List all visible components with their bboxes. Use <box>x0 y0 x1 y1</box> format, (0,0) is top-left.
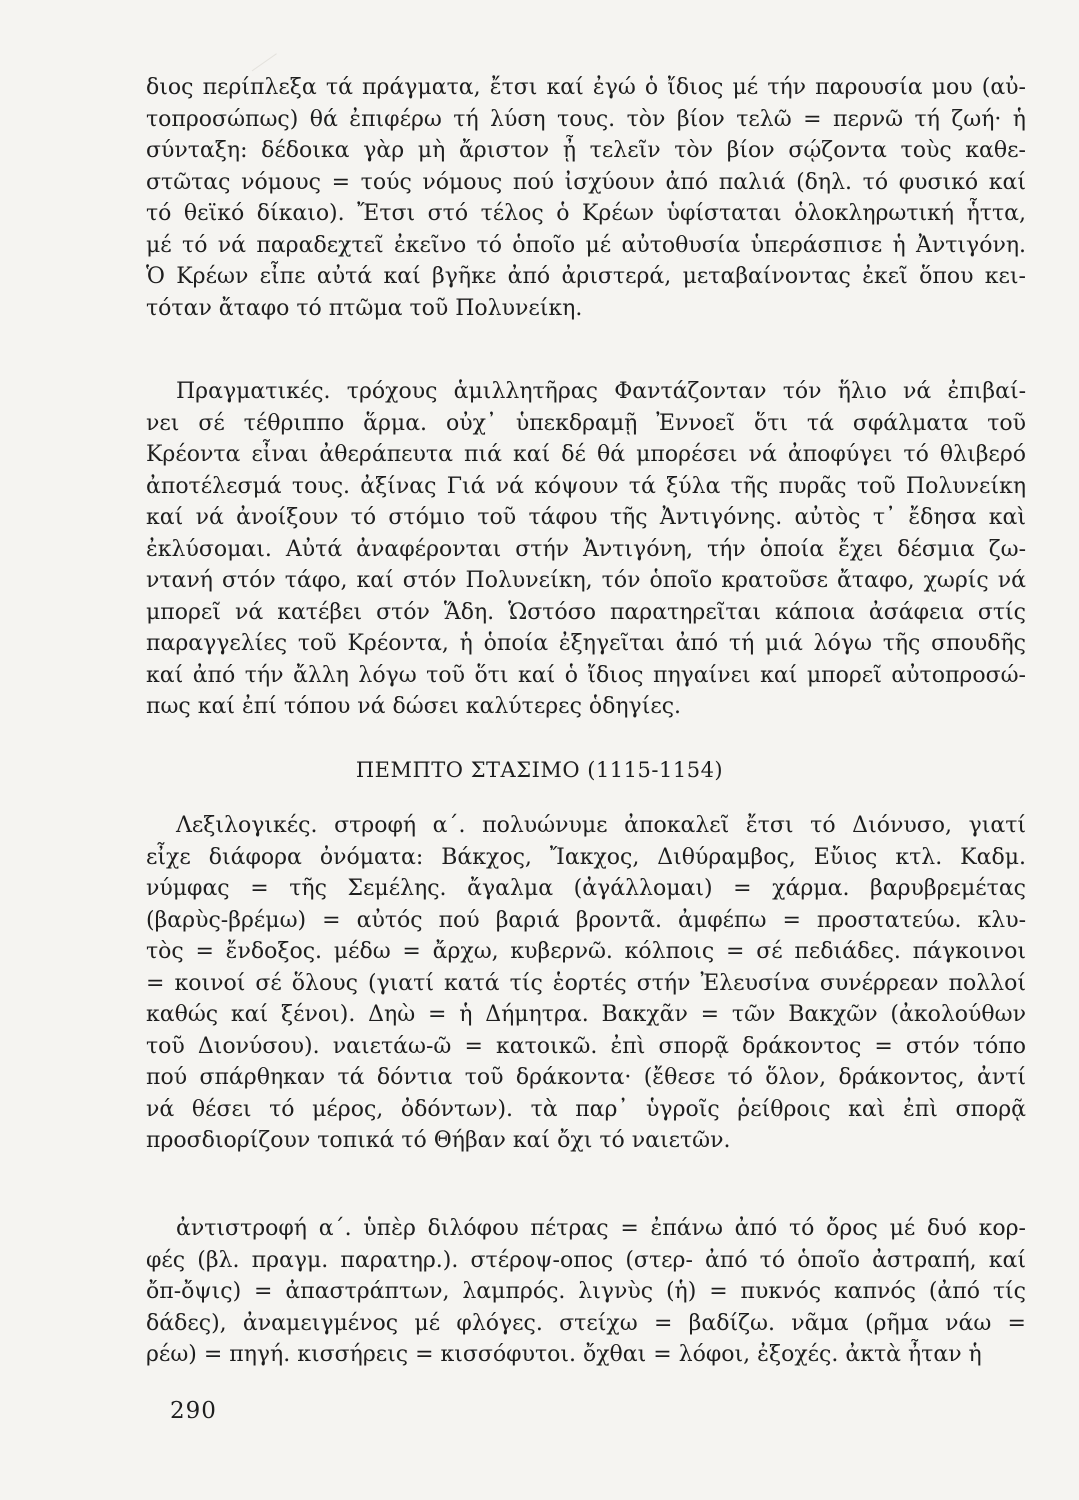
text-line: Λεξιλογικές. στροφή α΄. πολυώνυμε ἀποκαλεῖ ἔτσι τό Διόνυσο, γιατί <box>176 813 1026 838</box>
text-line: (βαρὺς-βρέμω) = αὐτός πού βαριά βροντᾶ. ἀμφέπω = προστατεύω. κλυ- <box>146 907 1026 933</box>
text-line: Κρέοντα εἶναι ἀθεράπευτα πιά καί δέ θά μπορέσει νά ἀποφύγει τό θλιβερό <box>146 442 1026 467</box>
text-line: ἐκλύσομαι. Αὐτά ἀναφέρονται στήν Ἀντιγόνη, τήν ὁποία ἔχει δέσμια ζω- <box>146 536 1026 562</box>
text-line: ἀποτέλεσμά τους. ἀξίνας Γιά νά κόψουν τά ξύλα τῆς πυρᾶς τοῦ Πολυνείκη <box>146 473 1026 499</box>
text-line: καί νά ἀνοίξουν τό στόμιο τοῦ τάφου τῆς Ἀντιγόνης. αὐτὸς τ᾽ ἔδησα καὶ <box>146 505 1026 530</box>
text-line: καί ἀπό τήν ἄλλη λόγω τοῦ ὅτι καί ὁ ἴδιος πηγαίνει καί μπορεῖ αὐτοπροσώ- <box>146 662 1026 688</box>
text-line: τόταν ἄταφο τό πτῶμα τοῦ Πολυνείκη. <box>146 295 583 321</box>
text-line: πως καί ἐπί τόπου νά δώσει καλύτερες ὁδηγίες. <box>146 694 682 719</box>
paragraph-1 <box>146 72 1026 324</box>
text-line: ντανή στόν τάφο, καί στόν Πολυνείκη, τόν ὁποῖο κρατοῦσε ἄταφο, χωρίς νά <box>146 568 1026 593</box>
text-line: ὄπ-ὄψις) = ἀπαστράπτων, λαμπρός. λιγνὺς (ἡ) = πυκνός καπνός (ἀπό τίς <box>146 1279 1026 1304</box>
text-line: μπορεῖ νά κατέβει στόν Ἅδη. Ὡστόσο παρατηρεῖται κάποια ἀσάφεια στίς <box>146 599 1026 625</box>
page-number: 290 <box>170 1398 217 1424</box>
text-line: σύνταξη: δέδοικα γὰρ μὴ ἄριστον ᾖ τελεῖν τὸν βίον σῴζοντα τοὺς καθε- <box>146 138 1026 163</box>
text-line: τοῦ Διονύσου). ναιετάω-ῶ = κατοικῶ. ἐπὶ σπορᾷ δράκοντος = στόν τόπο <box>146 1033 1026 1059</box>
text-line: τό θεϊκό δίκαιο). Ἔτσι στό τέλος ὁ Κρέων ὑφίσταται ὁλοκληρωτική ἧττα, <box>146 201 1026 226</box>
text-line: ἀντιστροφή α΄. ὑπὲρ διλόφου πέτρας = ἐπάνω ἀπό τό ὄρος μέ δυό κορ- <box>176 1216 1026 1241</box>
section-heading: ΠΕΜΠΤΟ ΣΤΑΣΙΜΟ (1115-1154) <box>355 758 724 782</box>
text-line: ρέω) = πηγή. κισσήρεις = κισσόφυτοι. ὄχθαι = λόφοι, ἐξοχές. ἀκτὰ ἦταν ἡ <box>146 1342 982 1367</box>
text-line: πού σπάρθηκαν τά δόντια τοῦ δράκοντα· (ἔθεσε τό ὅλον, δράκοντος, ἀντί <box>146 1065 1026 1090</box>
text-line: Ὁ Κρέων εἶπε αὐτά καί βγῆκε ἀπό ἀριστερά, μεταβαίνοντας ἐκεῖ ὅπου κει- <box>146 264 1026 289</box>
text-line: = κοινοί σέ ὅλους (γιατί κατά τίς ἑορτές στήν Ἐλευσίνα συνέρρεαν πολλοί <box>146 970 1026 996</box>
text-line: διος περίπλεξα τά πράγματα, ἔτσι καί ἐγώ ὁ ἴδιος μέ τήν παρουσία μου (αὐ- <box>146 75 1026 100</box>
text-line: φές (βλ. πραγμ. παρατηρ.). στέροψ-οπος (στερ- ἀπό τό ὁποῖο ἀστραπή, καί <box>146 1247 1026 1273</box>
text-line: μέ τό νά παραδεχτεῖ ἐκεῖνο τό ὁποῖο μέ αὐτοθυσία ὑπεράσπισε ἡ Ἀντιγόνη. <box>146 232 1026 258</box>
text-line: νει σέ τέθριππο ἅρμα. οὐχ᾽ ὑπεκδραμῇ Ἐννοεῖ ὅτι τά σφάλματα τοῦ <box>146 410 1026 436</box>
text-line: στῶτας νόμους = τούς νόμους πού ἰσχύουν ἀπό παλιά (δηλ. τό φυσικό καί <box>146 169 1026 195</box>
text-line: τοπροσώπως) θά ἐπιφέρω τή λύση τους. τὸν βίον τελῶ = περνῶ τή ζωή· ἡ <box>146 106 1026 132</box>
text-line: τὸς = ἔνδοξος. μέδω = ἄρχω, κυβερνῶ. κόλποις = σέ πεδιάδες. πάγκοινοι <box>146 939 1026 964</box>
text-line: εἶχε διάφορα ὀνόματα: Βάκχος, Ἴακχος, Διθύραμβος, Εὔιος κτλ. Καδμ. <box>146 844 1026 870</box>
text-line: νά θέσει τό μέρος, ὀδόντων). τὰ παρ᾽ ὑγροῖς ῥείθροις καὶ ἐπὶ σπορᾷ <box>146 1096 1026 1122</box>
text-line: Πραγματικές. τρόχους ἁμιλλητῆρας Φαντάζονταν τόν ἥλιο νά ἐπιβαί- <box>176 379 1026 404</box>
paragraph-3 <box>146 810 1026 1157</box>
text-line: παραγγελίες τοῦ Κρέοντα, ἡ ὁποία ἐξηγεῖται ἀπό τή μιά λόγω τῆς σπουδῆς <box>146 631 1026 656</box>
text-line: καθώς καί ξένοι). Δηὼ = ἡ Δήμητρα. Βακχᾶν = τῶν Βακχῶν (ἀκολούθων <box>146 1002 1026 1027</box>
text-line: προσδιορίζουν τοπικά τό Θήβαν καί ὄχι τό ναιετῶν. <box>146 1128 731 1153</box>
paragraph-2 <box>146 376 1026 723</box>
text-line: νύμφας = τῆς Σεμέλης. ἄγαλμα (ἀγάλλομαι) = χάρμα. βαρυβρεμέτας <box>146 876 1026 901</box>
paragraph-4 <box>146 1213 1026 1371</box>
text-line: δάδες), ἀναμειγμένος μέ φλόγες. στείχω = βαδίζω. νᾶμα (ρῆμα νάω = <box>146 1310 1026 1336</box>
